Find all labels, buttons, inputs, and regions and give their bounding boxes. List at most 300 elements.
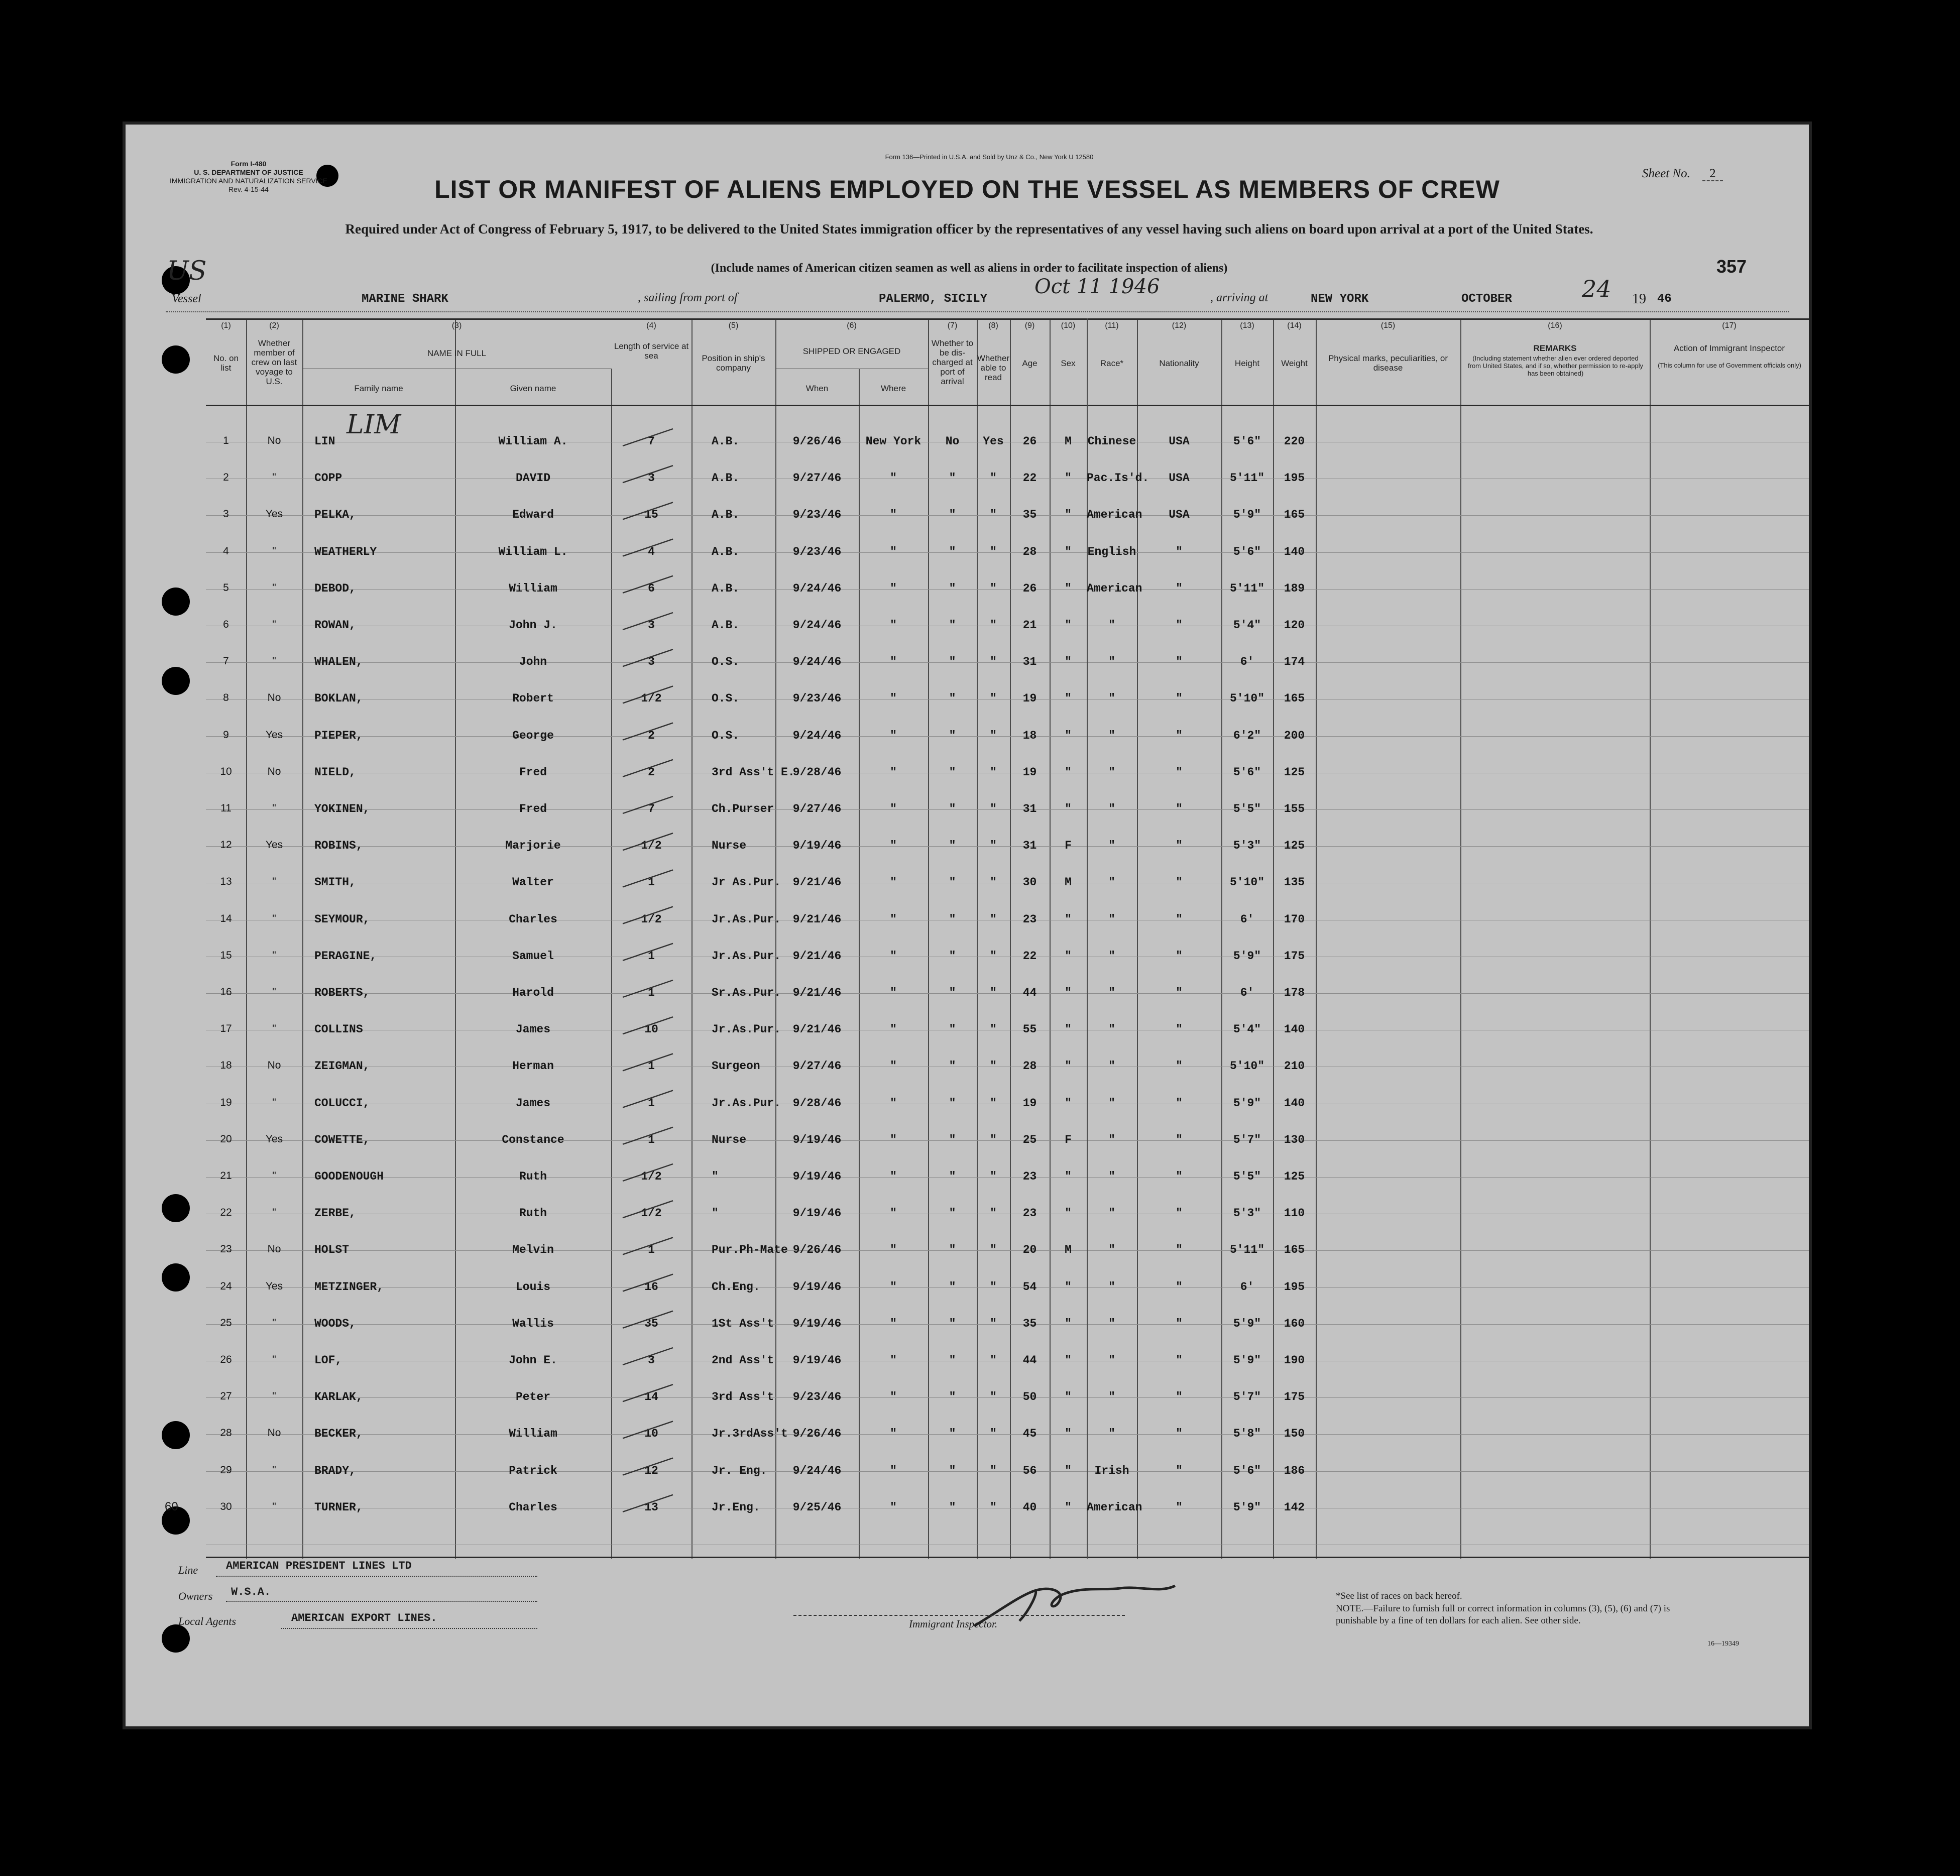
cell-nat: " (1176, 545, 1183, 558)
cell-no: 3 (223, 508, 229, 520)
cell-when: 9/19/46 (792, 1133, 842, 1146)
cell-no: 17 (220, 1023, 232, 1034)
cell-when: 9/26/46 (792, 435, 842, 448)
cell-where: " (890, 839, 897, 852)
cell-read: " (990, 1133, 997, 1146)
check-mark (623, 1237, 673, 1254)
cell-race: " (1108, 1390, 1115, 1403)
cell-where: " (890, 1243, 897, 1256)
cell-prev: No (267, 692, 281, 704)
cell-service: 1 (648, 1097, 655, 1110)
header-c4: Length of service at sea (614, 341, 689, 361)
cell-read: " (990, 1243, 997, 1256)
header-c9: Age (1022, 359, 1037, 368)
cell-prev: " (272, 913, 276, 924)
cell-where: " (890, 1317, 897, 1330)
cell-family: LOF, (314, 1354, 342, 1367)
cell-service: 7 (648, 802, 655, 815)
cell-sex: " (1065, 619, 1072, 632)
cell-given: Samuel (512, 950, 554, 963)
cell-read: " (990, 508, 997, 521)
cell-read: Yes (983, 435, 1004, 448)
cell-given: Peter (515, 1390, 550, 1403)
cell-service: 3 (648, 472, 655, 485)
cell-service: 2 (648, 729, 655, 742)
cell-race: " (1108, 1427, 1115, 1440)
cell-no: 4 (223, 545, 229, 557)
cell-race: " (1108, 655, 1115, 668)
cell-age: 35 (1022, 508, 1037, 521)
cell-height: 6' (1240, 655, 1254, 668)
races-note: *See list of races on back hereof. (1336, 1591, 1462, 1601)
owners-value: W.S.A. (231, 1586, 271, 1598)
cell-read: " (990, 1317, 997, 1330)
cell-nat: " (1176, 1317, 1183, 1330)
cell-weight: 195 (1284, 1280, 1305, 1294)
cell-family: LIN (314, 435, 335, 448)
check-mark (623, 1053, 673, 1071)
cell-nat: " (1176, 692, 1183, 705)
cell-no: 14 (220, 913, 232, 924)
sail-date: Oct 11 1946 (1034, 275, 1160, 298)
cell-sex: " (1065, 729, 1072, 742)
form-number: Form I-480 (230, 160, 267, 168)
cell-nat: " (1176, 1243, 1183, 1256)
cell-when: 9/27/46 (792, 472, 842, 485)
cell-service: 15 (644, 508, 658, 521)
cell-weight: 155 (1284, 802, 1305, 815)
cell-read: " (990, 839, 997, 852)
cell-given: Walter (512, 876, 554, 889)
cell-prev: " (272, 986, 276, 998)
header-c2: Whether member of crew on last voyage to U.S. (251, 338, 297, 386)
cell-prev: " (272, 876, 276, 887)
cell-no: 5 (223, 582, 229, 594)
cell-disch: " (949, 1023, 956, 1036)
line-label: Line (178, 1564, 198, 1576)
agents-label: Local Agents (178, 1615, 237, 1627)
cell-no: 25 (220, 1317, 232, 1329)
cell-height: 5'7" (1233, 1390, 1261, 1403)
cell-read: " (990, 545, 997, 558)
cell-position: O.S. (712, 729, 740, 742)
service-name: IMMIGRATION AND NATURALIZATION SERVICE (170, 177, 327, 185)
cell-given: Fred (519, 802, 547, 815)
cell-weight: 140 (1284, 545, 1305, 558)
cell-prev: No (267, 766, 281, 777)
cell-service: 1 (648, 986, 655, 999)
cell-prev: " (272, 655, 276, 667)
cell-disch: " (949, 839, 956, 852)
cell-service: 2 (648, 766, 655, 779)
cell-height: 6'2" (1233, 729, 1261, 742)
cell-nat: " (1176, 619, 1183, 632)
cell-sex: " (1065, 1317, 1072, 1330)
cell-read: " (990, 1207, 997, 1220)
cell-position: Jr.3rdAss't (712, 1427, 788, 1440)
cell-prev: " (272, 1317, 276, 1329)
cell-when: 9/23/46 (792, 508, 842, 521)
cell-prev: " (272, 582, 276, 594)
cell-position: Sr.As.Pur. (712, 986, 781, 999)
cell-weight: 200 (1284, 729, 1305, 742)
cell-age: 23 (1022, 1170, 1037, 1183)
check-mark (623, 1384, 673, 1401)
cell-disch: " (949, 766, 956, 779)
cell-position: " (712, 1207, 719, 1220)
punch-hole (162, 1194, 190, 1222)
cell-given: Constance (502, 1133, 564, 1146)
cell-disch: " (949, 472, 956, 485)
cell-height: 6' (1240, 1280, 1254, 1294)
cell-no: 1 (223, 435, 229, 446)
cell-given: Louis (515, 1280, 550, 1294)
cell-service: 1/2 (641, 1170, 662, 1183)
cell-when: 9/21/46 (792, 913, 842, 926)
cell-nat: " (1176, 1207, 1183, 1220)
cell-family: COPP (314, 472, 342, 485)
cell-family: HOLST (314, 1243, 350, 1256)
cell-race: " (1108, 619, 1115, 632)
cell-weight: 125 (1284, 839, 1305, 852)
cell-age: 28 (1022, 1060, 1037, 1073)
check-mark (623, 1091, 673, 1108)
cell-disch: " (949, 1060, 956, 1073)
cell-service: 1 (648, 876, 655, 889)
cell-position: Jr.As.Pur. (712, 950, 781, 963)
cell-service: 1/2 (641, 1207, 662, 1220)
cell-given: James (515, 1023, 550, 1036)
cell-when: 9/19/46 (792, 839, 842, 852)
cell-prev: " (272, 950, 276, 961)
header-c17: Action of Immigrant Inspector (1673, 343, 1785, 353)
cell-age: 44 (1022, 986, 1037, 999)
cell-where: " (890, 802, 897, 815)
cell-given: John (519, 655, 547, 668)
column-number: (12) (1172, 321, 1187, 330)
check-mark (623, 760, 673, 777)
cell-prev: " (272, 1390, 276, 1402)
cell-family: BOKLAN, (314, 692, 363, 705)
cell-service: 1/2 (641, 913, 662, 926)
cell-race: " (1108, 1023, 1115, 1036)
cell-position: A.B. (712, 435, 740, 448)
cell-where: " (890, 1464, 897, 1477)
cell-position: Jr As.Pur. (712, 876, 781, 889)
margin-note: 60 (165, 1499, 178, 1513)
cell-disch: No (945, 435, 960, 448)
check-mark (623, 686, 673, 703)
cell-height: 5'8" (1233, 1427, 1261, 1440)
cell-disch: " (949, 876, 956, 889)
check-mark (623, 723, 673, 740)
cell-prev: Yes (265, 508, 283, 520)
cell-sex: " (1065, 1464, 1072, 1477)
cell-where: " (890, 655, 897, 668)
vessel-underline (166, 311, 1789, 312)
cell-given: Charles (509, 913, 557, 926)
cell-height: 5'9" (1233, 1097, 1261, 1110)
cell-service: 35 (644, 1317, 658, 1330)
handwritten-correction: LIM (347, 410, 401, 440)
cell-prev: No (267, 1060, 281, 1071)
cell-read: " (990, 1280, 997, 1294)
cell-age: 19 (1022, 1097, 1037, 1110)
cell-prev: Yes (265, 1280, 283, 1292)
page-stamp: 357 (1716, 256, 1747, 277)
cell-family: ROWAN, (314, 619, 356, 632)
cell-race: " (1108, 913, 1115, 926)
punch-hole (162, 667, 190, 695)
cell-sex: F (1065, 839, 1072, 852)
cell-sex: " (1065, 508, 1072, 521)
cell-where: " (890, 1207, 897, 1220)
cell-prev: " (272, 1097, 276, 1108)
cell-height: 5'9" (1233, 508, 1261, 521)
cell-age: 31 (1022, 839, 1037, 852)
cell-sex: " (1065, 1207, 1072, 1220)
cell-when: 9/27/46 (792, 802, 842, 815)
cell-disch: " (949, 692, 956, 705)
cell-disch: " (949, 913, 956, 926)
arrival-day: 24 (1582, 275, 1611, 302)
column-number: (6) (847, 321, 857, 330)
header-c6: SHIPPED OR ENGAGED (802, 346, 901, 356)
line-value: AMERICAN PRESIDENT LINES LTD (226, 1560, 412, 1572)
cell-disch: " (949, 1464, 956, 1477)
cell-position: Nurse (712, 839, 747, 852)
cell-read: " (990, 619, 997, 632)
cell-family: BRADY, (314, 1464, 356, 1477)
cell-service: 3 (648, 1354, 655, 1367)
cell-where: " (890, 1097, 897, 1110)
check-mark (623, 1274, 673, 1292)
cell-read: " (990, 472, 997, 485)
column-number: (14) (1287, 321, 1302, 330)
cell-no: 21 (220, 1170, 232, 1182)
cell-height: 5'5" (1233, 1170, 1261, 1183)
cell-position: Pur.Ph-Mate (712, 1243, 788, 1256)
check-mark (623, 1164, 673, 1181)
cell-where: " (890, 729, 897, 742)
cell-no: 28 (220, 1427, 232, 1439)
check-mark (623, 796, 673, 813)
cell-height: 5'9" (1233, 1317, 1261, 1330)
column-number: (17) (1722, 321, 1737, 330)
cell-when: 9/24/46 (792, 1464, 842, 1477)
check-mark (623, 1127, 673, 1144)
check-mark (623, 1495, 673, 1512)
cell-family: ROBERTS, (314, 986, 370, 999)
cell-nat: " (1176, 913, 1183, 926)
column-rule (455, 318, 456, 1559)
check-mark (623, 613, 673, 630)
check-mark (623, 1311, 673, 1328)
check-mark (623, 649, 673, 666)
check-mark (623, 1458, 673, 1475)
cell-no: 9 (223, 729, 229, 741)
vessel-name: MARINE SHARK (362, 292, 448, 306)
cell-service: 14 (644, 1390, 658, 1403)
cell-disch: " (949, 1170, 956, 1183)
column-number: (7) (947, 321, 958, 330)
cell-sex: " (1065, 802, 1072, 815)
cell-nat: " (1176, 582, 1183, 595)
cell-age: 26 (1022, 435, 1037, 448)
cell-no: 24 (220, 1280, 232, 1292)
column-rule (1087, 318, 1088, 1559)
cell-prev: Yes (265, 839, 283, 851)
inspector-label: Immigrant Inspector. (909, 1618, 998, 1630)
cell-race: " (1108, 802, 1115, 815)
cell-no: 15 (220, 950, 232, 961)
cell-nat: " (1176, 950, 1183, 963)
cell-read: " (990, 766, 997, 779)
cell-weight: 210 (1284, 1060, 1305, 1073)
cell-sex: F (1065, 1133, 1072, 1146)
cell-read: " (990, 1390, 997, 1403)
cell-height: 5'9" (1233, 1354, 1261, 1367)
cell-where: " (890, 508, 897, 521)
cell-position: Ch.Eng. (712, 1280, 760, 1294)
cell-age: 55 (1022, 1023, 1037, 1036)
cell-disch: " (949, 508, 956, 521)
cell-race: " (1108, 1060, 1115, 1073)
cell-height: 5'6" (1233, 1464, 1261, 1477)
cell-service: 1/2 (641, 839, 662, 852)
form-subnote: (Include names of American citizen seamen as well as aliens in order to facilitate inspection of aliens) (711, 262, 1228, 275)
check-mark (623, 539, 673, 556)
cell-no: 22 (220, 1207, 232, 1218)
cell-race: " (1108, 692, 1115, 705)
cell-where: " (890, 1023, 897, 1036)
cell-given: Marjorie (505, 839, 561, 852)
cell-race: " (1108, 1317, 1115, 1330)
department: U. S. DEPARTMENT OF JUSTICE (194, 168, 303, 176)
cell-service: 1 (648, 1060, 655, 1073)
header-c16b: (Including statement whether alien ever ordered deported from United States, and if so, whether permission to re-apply has been obtained) (1468, 355, 1643, 377)
cell-nat: " (1176, 1023, 1183, 1036)
check-mark (623, 576, 673, 593)
cell-family: METZINGER, (314, 1280, 384, 1294)
cell-no: 29 (220, 1464, 232, 1476)
cell-prev: " (272, 802, 276, 814)
column-number: (1) (221, 321, 231, 330)
cell-read: " (990, 1354, 997, 1367)
cell-nat: " (1176, 1501, 1183, 1514)
cell-age: 54 (1022, 1280, 1037, 1294)
cell-given: Edward (512, 508, 554, 521)
cell-weight: 130 (1284, 1133, 1305, 1146)
cell-where: " (890, 1280, 897, 1294)
cell-weight: 160 (1284, 1317, 1305, 1330)
cell-height: 5'6" (1233, 545, 1261, 558)
cell-given: John J. (509, 619, 557, 632)
check-mark (623, 870, 673, 887)
cell-position: A.B. (712, 582, 740, 595)
cell-service: 1 (648, 950, 655, 963)
form-subtitle: Required under Act of Congress of February 5, 1917, to be delivered to the United States immigration officer by the representatives of any vessel having such aliens on board upon arrival at a port of the United States. (345, 221, 1593, 237)
cell-prev: Yes (265, 729, 283, 741)
cell-service: 1 (648, 1243, 655, 1256)
cell-disch: " (949, 1207, 956, 1220)
cell-weight: 174 (1284, 655, 1305, 668)
cell-given: William (509, 582, 557, 595)
cell-family: YOKINEN, (314, 802, 370, 815)
cell-family: DEBOD, (314, 582, 356, 595)
cell-weight: 140 (1284, 1097, 1305, 1110)
cell-prev: " (272, 1354, 276, 1365)
cell-weight: 125 (1284, 1170, 1305, 1183)
cell-no: 7 (223, 655, 229, 667)
cell-race: " (1108, 839, 1115, 852)
cell-service: 1 (648, 1133, 655, 1146)
cell-position: A.B. (712, 545, 740, 558)
cell-no: 23 (220, 1243, 232, 1255)
cell-weight: 175 (1284, 950, 1305, 963)
cell-disch: " (949, 1501, 956, 1514)
cell-height: 6' (1240, 913, 1254, 926)
cell-weight: 140 (1284, 1023, 1305, 1036)
cell-height: 5'4" (1233, 619, 1261, 632)
cell-nat: " (1176, 1427, 1183, 1440)
cell-race: " (1108, 876, 1115, 889)
cell-when: 9/24/46 (792, 582, 842, 595)
penalty-note: NOTE.—Failure to furnish full or correct information in columns (3), (5), (6) and (7) is punishable by a fine of ten dollars for each alien. See other side. (1336, 1603, 1670, 1626)
cell-where: " (890, 1170, 897, 1183)
cell-service: 6 (648, 582, 655, 595)
cell-race: " (1108, 1097, 1115, 1110)
cell-no: 11 (220, 802, 232, 814)
header-c3b: Given name (510, 384, 556, 393)
cell-prev: " (272, 545, 276, 557)
cell-when: 9/23/46 (792, 1390, 842, 1403)
check-mark (623, 833, 673, 850)
cell-nat: " (1176, 655, 1183, 668)
cell-where: " (890, 1133, 897, 1146)
cell-age: 23 (1022, 913, 1037, 926)
cell-position: A.B. (712, 508, 740, 521)
cell-weight: 165 (1284, 692, 1305, 705)
cell-nat: " (1176, 1280, 1183, 1294)
cell-position: A.B. (712, 472, 740, 485)
cell-disch: " (949, 1280, 956, 1294)
cell-age: 31 (1022, 655, 1037, 668)
cell-where: " (890, 1060, 897, 1073)
cell-height: 6' (1240, 986, 1254, 999)
cell-no: 12 (220, 839, 232, 851)
cell-prev: " (272, 472, 276, 483)
column-number: (13) (1240, 321, 1254, 330)
cell-sex: " (1065, 1501, 1072, 1514)
cell-read: " (990, 876, 997, 889)
cell-prev: " (272, 1170, 276, 1182)
vessel-label: Vessel (172, 292, 201, 305)
punch-hole (162, 1263, 190, 1292)
cell-disch: " (949, 655, 956, 668)
header-c13: Height (1234, 359, 1260, 368)
cell-age: 19 (1022, 766, 1037, 779)
header-c7: Whether to be dis-charged at port of arrival (931, 338, 974, 386)
cell-when: 9/26/46 (792, 1427, 842, 1440)
cell-where: New York (865, 435, 921, 448)
cell-sex: " (1065, 692, 1072, 705)
cell-race: English (1087, 545, 1136, 558)
cell-given: William (509, 1427, 557, 1440)
cell-where: " (890, 766, 897, 779)
cell-sex: " (1065, 766, 1072, 779)
cell-when: 9/19/46 (792, 1280, 842, 1294)
